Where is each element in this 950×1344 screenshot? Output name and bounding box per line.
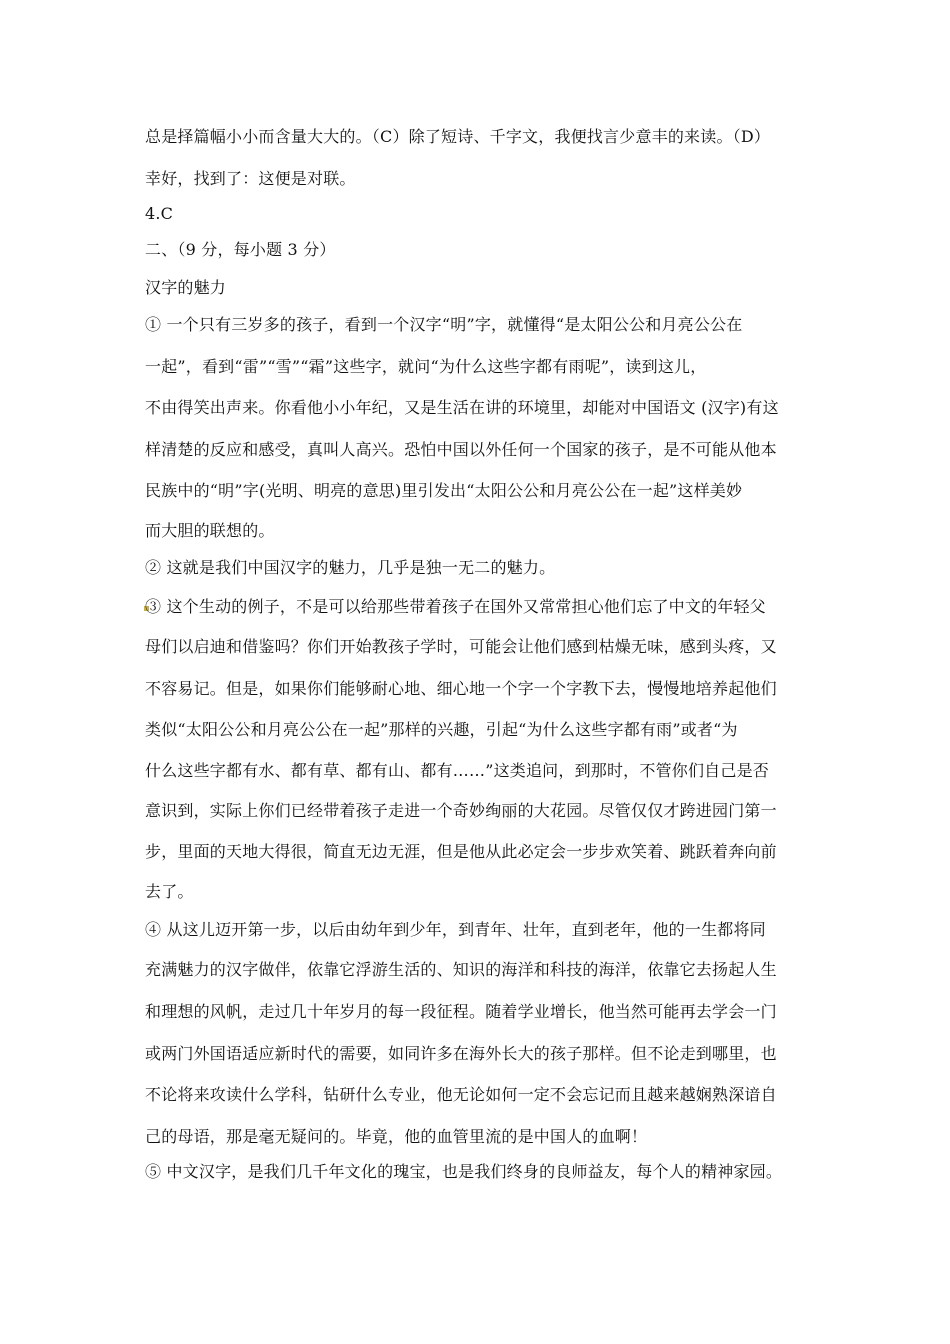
text-line: ① 一个只有三岁多的孩子，看到一个汉字“明”字，就懂得“是太阳公公和月亮公公在 (145, 315, 743, 334)
text-line: 母们以启迪和借鉴吗？你们开始教孩子学时，可能会让他们感到枯燥无味，感到头疼，又 (145, 637, 777, 656)
text-line: 意识到，实际上你们已经带着孩子走进一个奇妙绚丽的大花园。尽管仅仅才跨进园门第一 (145, 801, 777, 820)
text-line: 总是择篇幅小小而含量大大的。（C）除了短诗、千字文，我便找言少意丰的来读。（D） (145, 127, 771, 146)
text-line: ② 这就是我们中国汉字的魅力，几乎是独一无二的魅力。 (145, 558, 556, 577)
answer-line: 4.C (145, 204, 174, 223)
text-line: 一起”，看到“雷”“雪”“霜”这些字，就问“为什么这些字都有雨呢”，读到这儿， (145, 357, 707, 376)
text-line: 什么这些字都有水、都有草、都有山、都有……”这类追问，到那时，不管你们自己是否 (145, 761, 769, 780)
text-line: 己的母语，那是毫无疑问的。毕竟，他的血管里流的是中国人的血啊！ (145, 1127, 648, 1146)
text-line: ③ 这个生动的例子，不是可以给那些带着孩子在国外又常常担心他们忘了中文的年轻父 (145, 597, 766, 616)
section-heading: 二、（9 分，每小题 3 分） (145, 240, 336, 259)
text-line: 和理想的风帆，走过几十年岁月的每一段征程。随着学业增长，他当然可能再去学会一门 (145, 1002, 777, 1021)
passage-title: 汉字的魅力 (145, 278, 227, 297)
text-line: 幸好，找到了：这便是对联。 (145, 169, 356, 188)
text-line: 而大胆的联想的。 (145, 521, 275, 540)
text-line: 不论将来攻读什么学科，钻研什么专业，他无论如何一定不会忘记而且越来越娴熟深谙自 (145, 1085, 777, 1104)
text-line: 不容易记。但是，如果你们能够耐心地、细心地一个字一个字教下去，慢慢地培养起他们 (145, 679, 777, 698)
text-line: 步，里面的天地大得很，简直无边无涯，但是他从此必定会一步步欢笑着、跳跃着奔向前 (145, 842, 777, 861)
text-line: 或两门外国语适应新时代的需要，如同许多在海外长大的孩子那样。但不论走到哪里，也 (145, 1044, 777, 1063)
text-line: 充满魅力的汉字做伴，依靠它浮游生活的、知识的海洋和科技的海洋，依靠它去扬起人生 (145, 960, 777, 979)
text-line: 类似“太阳公公和月亮公公在一起”那样的兴趣，引起“为什么这些字都有雨”或者“为 (145, 720, 738, 739)
text-line: ④ 从这儿迈开第一步，以后由幼年到少年，到青年、壮年，直到老年，他的一生都将同 (145, 920, 766, 939)
text-line: ⑤ 中文汉字，是我们几千年文化的瑰宝，也是我们终身的良师益友，每个人的精神家园。 (145, 1162, 783, 1181)
text-line: 不由得笑出声来。你看他小小年纪，又是生活在讲的环境里，却能对中国语文 (汉字)有这 (145, 398, 779, 417)
text-line: 民族中的“明”字(光明、明亮的意思)里引发出“太阳公公和月亮公公在一起”这样美妙 (145, 481, 743, 500)
text-line: 去了。 (145, 882, 194, 901)
text-line: 样清楚的反应和感受，真叫人高兴。恐怕中国以外任何一个国家的孩子，是不可能从他本 (145, 440, 777, 459)
